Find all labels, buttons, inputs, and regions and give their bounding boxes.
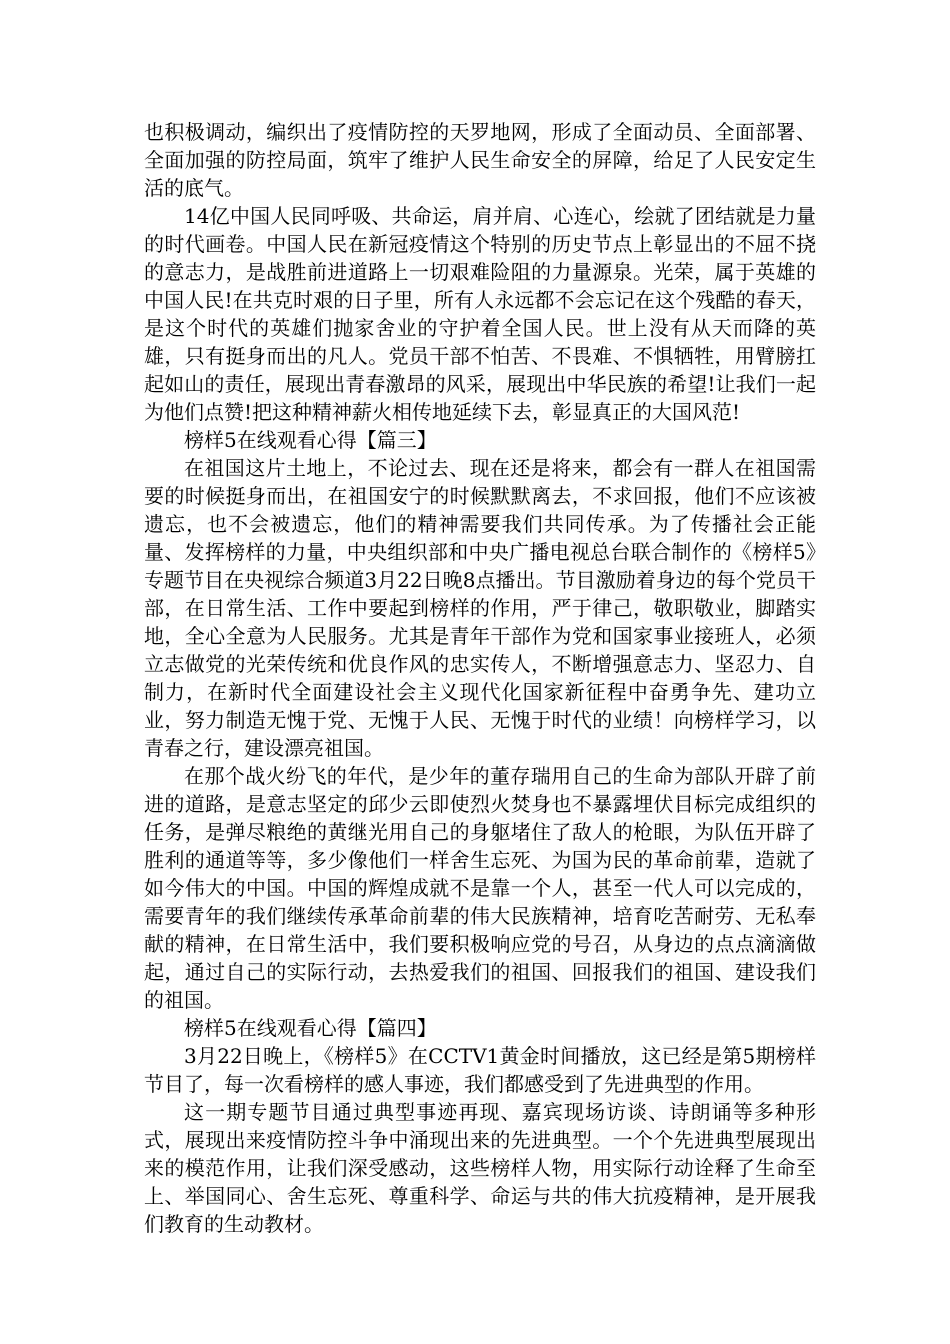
paragraph: 在祖国这片土地上，不论过去、现在还是将来，都会有一群人在祖国需要的时候挺身而出，在祖国安宁的时候默默离去，不求回报，他们不应该被遗忘，也不会被遗忘，他们的精神需要我们共同传承。为了传播社会正能量、发挥榜样的力量，中央组织部和中央广播电视总台联合制作的《榜样5》专题节目在央视综合频道3月22日晚8点播出。节目激励着身边的每个党员干部，在日常生活、工作中要起到榜样的作用，严于律己，敬职敬业，脚踏实地，全心全意为人民服务。尤其是青年干部作为党和国家事业接班人，必须立志做党的光荣传统和优良作风的忠实传人，不断增强意志力、坚忍力、自制力，在新时代全面建设社会主义现代化国家新征程中奋勇争先、建功立业，努力制造无愧于党、无愧于人民、无愧于时代的业绩！向榜样学习，以青春之行，建设漂亮祖国。: [144, 456, 816, 760]
document-body: [144, 118, 816, 1238]
paragraph: 在那个战火纷飞的年代，是少年的董存瑞用自己的生命为部队开辟了前进的道路，是意志坚定的邱少云即使烈火焚身也不暴露埋伏目标完成组织的任务，是弹尽粮绝的黄继光用自己的身躯堵住了敌人的枪眼，为队伍开辟了胜利的通道等等，多少像他们一样舍生忘死、为国为民的革命前辈，造就了如今伟大的中国。中国的辉煌成就不是靠一个人，甚至一代人可以完成的，需要青年的我们继续传承革命前辈的伟大民族精神，培育吃苦耐劳、无私奉献的精神，在日常生活中，我们要积极响应党的号召，从身边的点点滴滴做起，通过自己的实际行动，去热爱我们的祖国、回报我们的祖国、建设我们的祖国。: [144, 764, 816, 1012]
paragraph-continued: 也积极调动，编织出了疫情防控的天罗地网，形成了全面动员、全面部署、全面加强的防控局面，筑牢了维护人民生命安全的屏障，给足了人民安定生活的底气。: [144, 120, 816, 200]
paragraph: 14亿中国人民同呼吸、共命运，肩并肩、心连心，绘就了团结就是力量的时代画卷。中国人民在新冠疫情这个特别的历史节点上彰显出的不屈不挠的意志力，是战胜前进道路上一切艰难险阻的力量源泉。光荣，属于英雄的中国人民!在共克时艰的日子里，所有人永远都不会忘记在这个残酷的春天，是这个时代的英雄们抛家舍业的守护着全国人民。世上没有从天而降的英雄，只有挺身而出的凡人。党员干部不怕苦、不畏难、不惧牺牲，用臂膀扛起如山的责任，展现出青春激昂的风采，展现出中华民族的希望!让我们一起为他们点赞!把这种精神薪火相传地延续下去，彰显真正的大国风范!: [144, 204, 816, 424]
section-heading: 榜样5在线观看心得【篇四】: [184, 1016, 437, 1040]
section-heading: 榜样5在线观看心得【篇三】: [184, 428, 437, 452]
paragraph: 3月22日晚上，《榜样5》在CCTV1黄金时间播放，这已经是第5期榜样节目了，每一次看榜样的感人事迹，我们都感受到了先进典型的作用。: [144, 1044, 816, 1096]
paragraph: 这一期专题节目通过典型事迹再现、嘉宾现场访谈、诗朗诵等多种形式，展现出来疫情防控斗争中涌现出来的先进典型。一个个先进典型展现出来的模范作用，让我们深受感动，这些榜样人物，用实际行动诠释了生命至上、举国同心、舍生忘死、尊重科学、命运与共的伟大抗疫精神，是开展我们教育的生动教材。: [144, 1100, 816, 1236]
